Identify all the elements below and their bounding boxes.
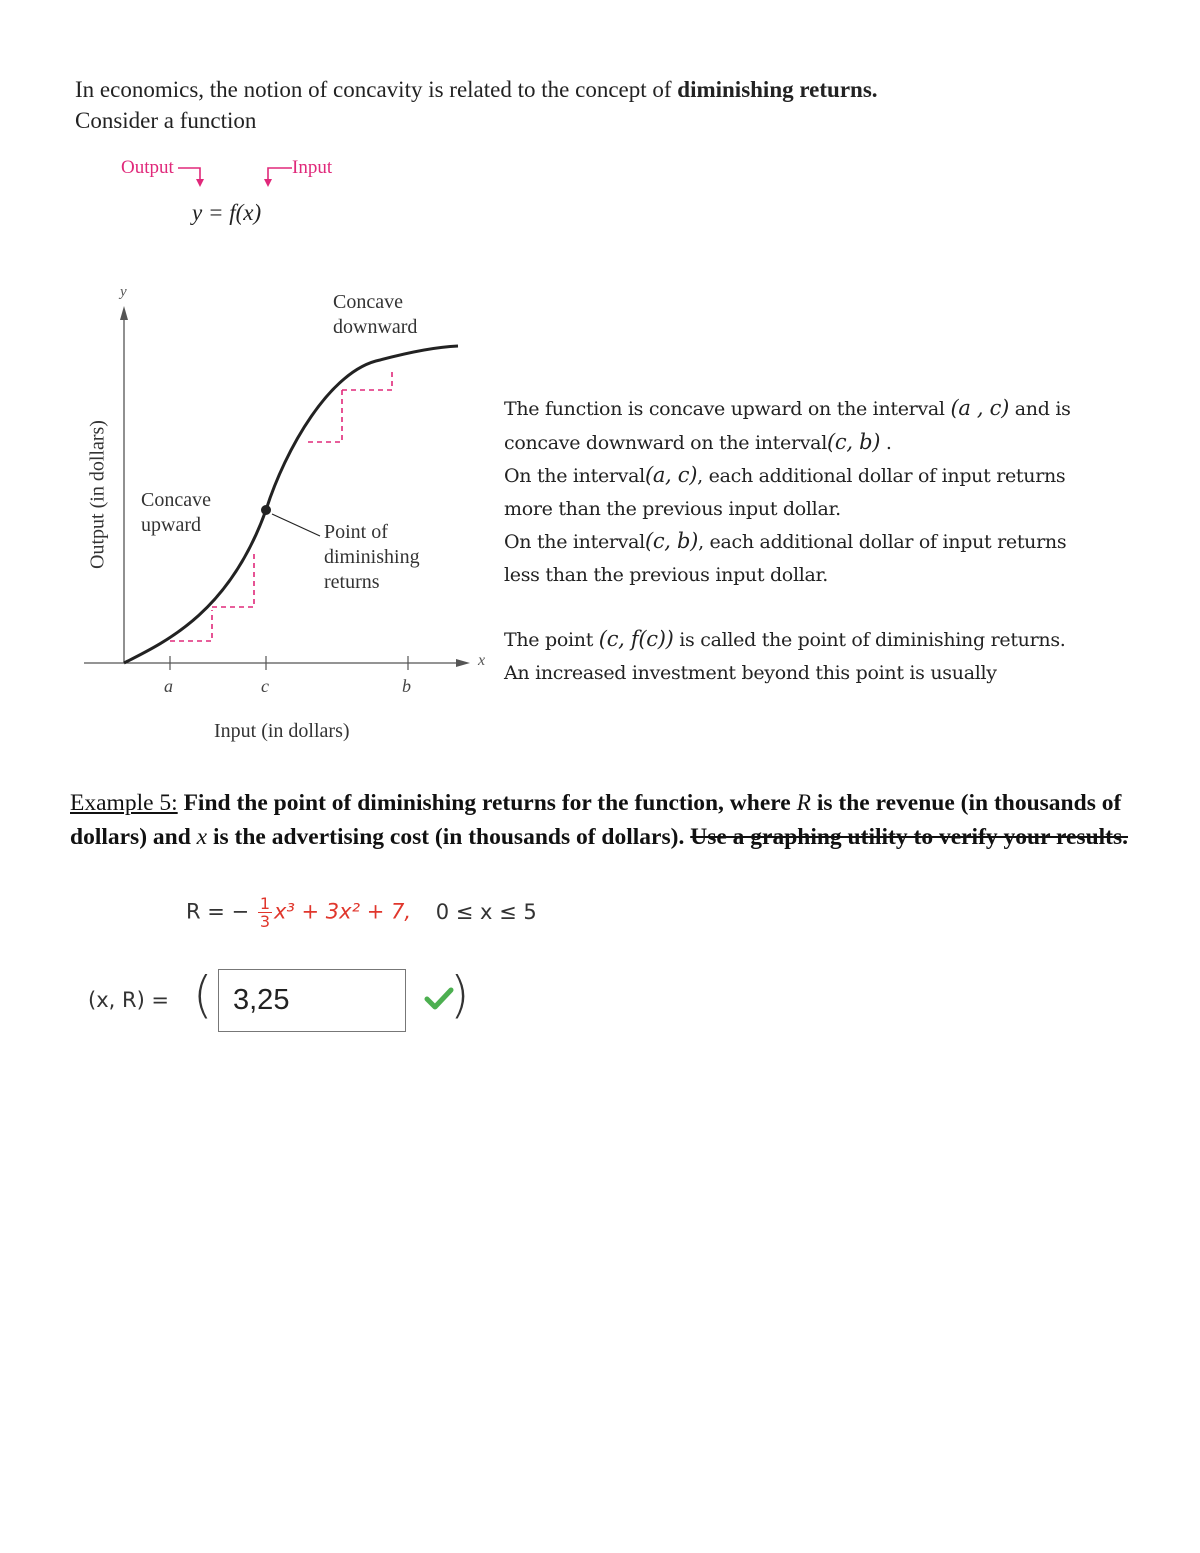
y-axis-arrow-icon <box>120 306 128 320</box>
tick-label-c: c <box>261 676 269 696</box>
x-axis-letter: x <box>478 652 486 669</box>
revenue-formula: R = − $\frac{1}{3}$ x³ + 3x² + 7, 0 ≤ x ≤ 5 <box>186 894 537 931</box>
output-arrow-icon <box>170 160 220 190</box>
example-label: Example 5: <box>70 790 178 816</box>
x-axis-arrow-icon <box>456 659 470 667</box>
intro-line1: In economics, the notion of concavity is related to the concept of <box>75 77 678 102</box>
concave-downward-label: Concave downward <box>333 291 418 338</box>
intro-text <box>75 74 878 136</box>
fraction-one-third: $\frac{1}{3}$ <box>259 894 271 931</box>
concave-upward-label: Concave upward <box>141 489 211 536</box>
explanation-text: The function is concave upward on the interval (a , c) and is concave downward on the interval(c, b) . On the interval(a, c), each additional dollar of input returns more than the previous input dollar. On the interval(c, b), each additional dollar of input returns less than the previous input dollar. The point (c, f(c)) is called the point of diminishing returns. An increased investment beyond this point is usually <box>504 396 1071 684</box>
point-of-diminishing-returns-label: Point of diminishing returns <box>324 521 420 593</box>
y-axis-letter: y <box>120 284 127 300</box>
intro-line2: Consider a function <box>75 108 257 133</box>
input-label: Input <box>292 157 333 178</box>
tick-label-b: b <box>402 676 411 696</box>
answer-input[interactable]: 3,25 <box>218 969 406 1032</box>
intro-bold-term: diminishing returns. <box>677 77 878 102</box>
open-paren: ( <box>193 966 213 1024</box>
answer-label: (x, R) = <box>88 988 170 1012</box>
function-equation: y = f(x) <box>192 200 262 225</box>
x-axis-title: Input (in dollars) <box>214 720 350 742</box>
output-label: Output <box>121 157 174 178</box>
struck-instruction: Use a graphing utility to verify your results. <box>690 824 1129 850</box>
inflection-point <box>261 505 271 515</box>
example-5: Example 5: Find the point of diminishing returns for the function, where R is the revenue (in thousands of dollars) and x is the advertising cost (in thousands of dollars). Use a graphing utility to verify your results. <box>70 790 1129 850</box>
tick-label-a: a <box>164 676 173 696</box>
close-paren: ) <box>450 966 470 1024</box>
y-axis-title: Output (in dollars) <box>86 420 109 569</box>
